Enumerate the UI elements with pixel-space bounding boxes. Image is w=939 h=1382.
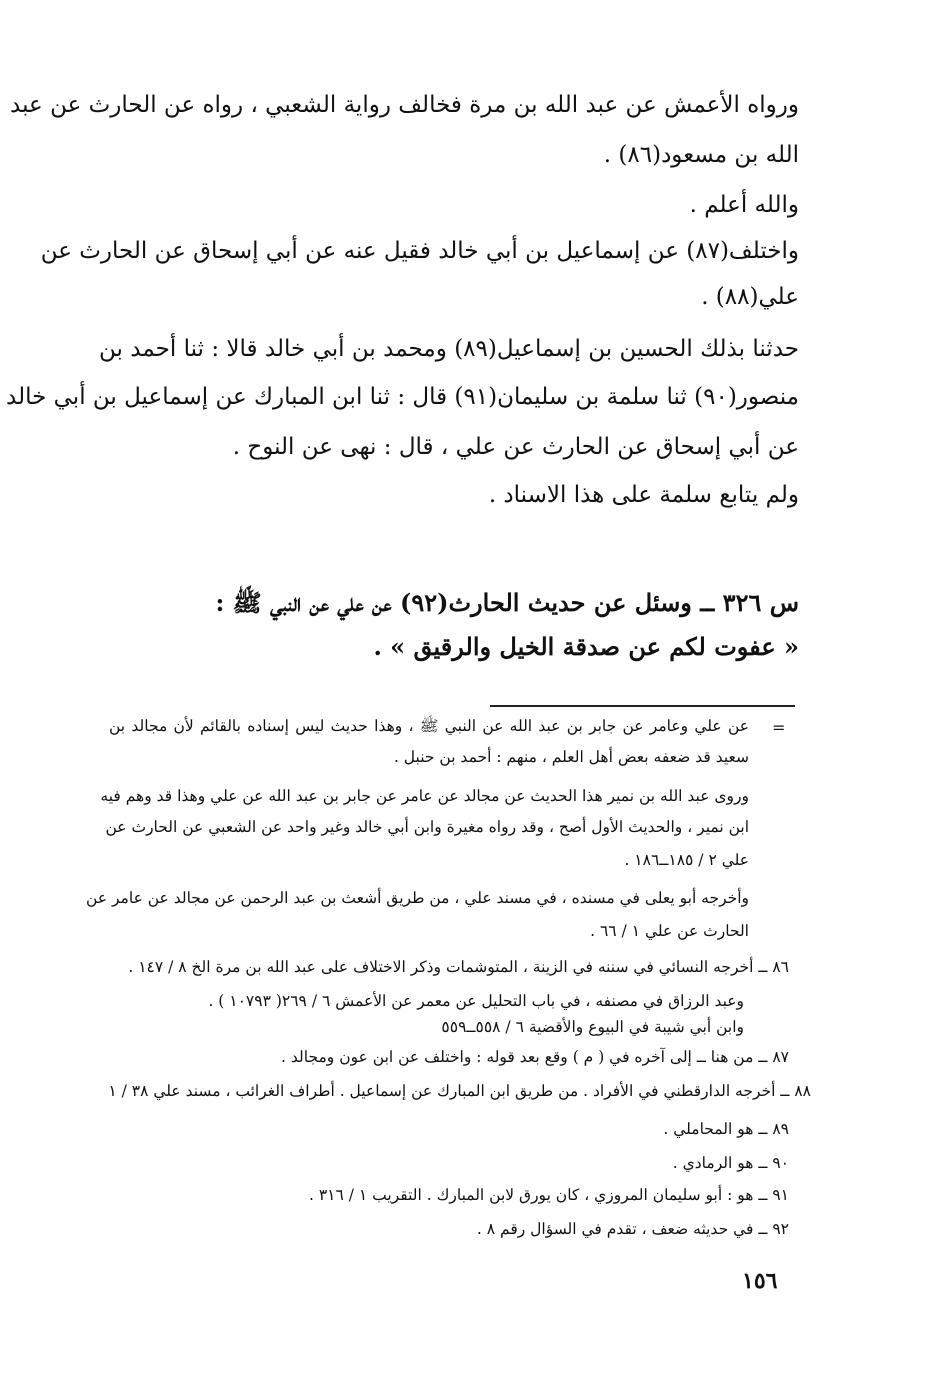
main-text-line: واختلف(٨٧) عن إسماعيل بن أبي خالد فقيل عنه عن أبي إسحاق عن الحارث عن bbox=[40, 238, 799, 264]
main-text-line: الله بن مسعود(٨٦) . bbox=[603, 142, 799, 168]
footnote-86: ٨٦ ــ أخرجه النسائي في سننه في الزينة ، المتوشمات وذكر الاختلاف على عبد الله بن مرة الخ ٨ / ١٤٧ . bbox=[128, 958, 789, 976]
footnote-89: ٨٩ ــ هو المحاملي . bbox=[663, 1120, 789, 1138]
footnote-line: سعيد قد ضعفه بعض أهل العلم ، منهم : أحمد بن حنبل . bbox=[393, 748, 749, 766]
footnote-line: عن علي وعامر عن جابر بن عبد الله عن النبي ﷺ ، وهذا حديث ليس إسناده بالقائم لأن مجالد بن bbox=[109, 717, 749, 735]
footnote-87: ٨٧ ــ من هنا ــ إلى آخره في ( م ) وقع بعد قوله : واختلف عن ابن عون ومجالد . bbox=[281, 1048, 789, 1066]
question-text: « عفوت لكم عن صدقة الخيل والرقيق » . bbox=[373, 632, 799, 661]
main-text-line: ورواه الأعمش عن عبد الله بن مرة فخالف رواية الشعبي ، رواه عن الحارث عن عبد bbox=[10, 92, 799, 118]
footnote-line: ابن نمير ، والحديث الأول أصح ، وقد رواه مغيرة وابن أبي خالد وغير واحد عن الشعبي عن الحارث عن bbox=[105, 818, 749, 836]
footnote-line: وروى عبد الله بن نمير هذا الحديث عن مجالد عن عامر عن جابر بن عبد الله عن علي وهذا قد وهم فيه bbox=[100, 787, 749, 805]
main-text-line: عن أبي إسحاق عن الحارث عن علي ، قال : نهى عن النوح . bbox=[232, 434, 799, 460]
main-text-line: ولم يتابع سلمة على هذا الاسناد . bbox=[488, 482, 799, 508]
page-number: ١٥٦ bbox=[742, 1268, 778, 1294]
footnote-88: ٨٨ ــ أخرجه الدارقطني في الأفراد . من طريق ابن المبارك عن إسماعيل . أطراف الغرائب ، مسند علي ٣٨ / ١ bbox=[108, 1082, 811, 1100]
main-text-line: علي(٨٨) . bbox=[701, 284, 799, 310]
main-text-line: حدثنا بذلك الحسين بن إسماعيل(٨٩) ومحمد بن أبي خالد قالا : ثنا أحمد بن bbox=[99, 336, 799, 362]
footnote-line: وأخرجه أبو يعلى في مسنده ، في مسند علي ، من طريق أشعث بن عبد الرحمن عن مجالد عن عامر عن bbox=[86, 889, 749, 907]
footnote-continuation-mark: = bbox=[772, 718, 786, 737]
footnote-line: الحارث عن علي ١ / ٦٦ . bbox=[590, 922, 749, 940]
footnote-line: علي ٢ / ١٨٥ــ١٨٦ . bbox=[624, 851, 749, 869]
main-text-line: والله أعلم . bbox=[689, 192, 799, 218]
footnote-separator bbox=[490, 705, 795, 707]
footnote-86-cont: وابن أبي شيبة في البيوع والأقضية ٦ / ٥٥٨ــ٥٥٩ bbox=[441, 1018, 744, 1036]
main-text-line: منصور(٩٠) ثنا سلمة بن سليمان(٩١) قال : ثنا ابن المبارك عن إسماعيل بن أبي خالد bbox=[6, 384, 799, 410]
footnote-86-cont: وعبد الرزاق في مصنفه ، في باب التحليل عن معمر عن الأعمش ٦ / ٢٦٩( ١٠٧٩٣ ) . bbox=[208, 992, 744, 1010]
footnote-91: ٩١ ــ هو : أبو سليمان المروزي ، كان يورق لابن المبارك . التقريب ١ / ٣١٦ . bbox=[309, 1186, 789, 1204]
footnote-92: ٩٢ ــ في حديثه ضعف ، تقدم في السؤال رقم ٨ . bbox=[476, 1220, 789, 1238]
question-heading: س ٣٢٦ ــ وسئل عن حديث الحارث(٩٢) عن علي عن النبي ﷺ : bbox=[215, 588, 799, 617]
footnote-90: ٩٠ ــ هو الرمادي . bbox=[672, 1154, 789, 1172]
